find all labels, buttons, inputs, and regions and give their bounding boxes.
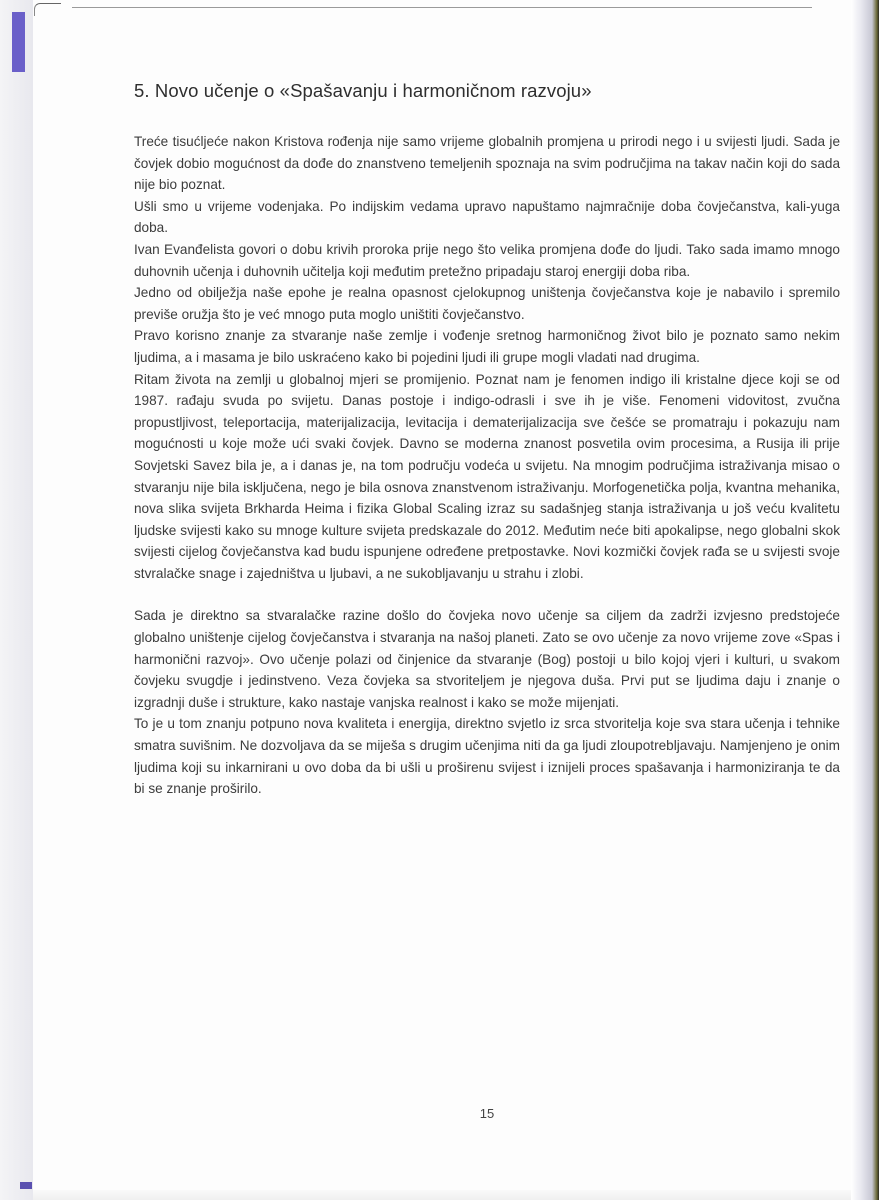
binder-tab-mark-bottom	[20, 1182, 32, 1189]
paragraph-8: To je u tom znanju potpuno nova kvaliteta i energija, direktno svjetlo iz srca stvoritelja koje sva stara učenja i tehnike smatra suvišnim. Ne dozvoljava da se miješa s drugim učenjima niti da ga ljudi zloupotrebljavaju. Namjenjeno je onim ljudima koji su inkarnirani u ovo doba da bi ušli u proširenu svijest i iznijeli proces spašavanja i harmoniziranja te da bi se znanje proširilo.	[134, 716, 840, 797]
binder-tab-mark	[12, 12, 25, 72]
paragraph-7: Sada je direktno sa stvaralačke razine došlo do čovjeka novo učenje sa ciljem da zadrži izvjesno predstojeće globalno uništenje cijelog čovječanstva i stvaranja na našoj planeti. Zato se ovo učenje za novo vrijeme zove «Spas i harmonični razvoj». Ovo učenje polazi od činjenice da stvaranje (Bog) postoji u bilo kojoj vjeri i kulturi, u svakom čovjeku svugdje i jedinstveno. Veza čovjeka sa stvoriteljem je njegova duša. Prvi put se ljudima daju i znanje o izgradnji duše i strukture, kako nastaje vanjska realnost i kako se može mijenjati.	[134, 608, 840, 710]
page-bottom-edge	[33, 1190, 851, 1200]
paragraph-5: Pravo korisno znanje za stvaranje naše zemlje i vođenje sretnog harmoničnog život bilo je poznato samo nekim ljudima, a i masama je bilo uskraćeno kako bi pojedini ljudi ili grupe mogli vladati nad drugima.	[134, 328, 840, 365]
section-title: 5. Novo učenje o «Spašavanju i harmoničnom razvoju»	[134, 80, 592, 101]
paragraph-3: Ivan Evanđelista govori o dobu krivih proroka prije nego što velika promjena dođe do ljudi. Tako sada imamo mnogo duhovnih učenja i duhovnih učitelja koji međutim pretežno pripadaju staroj energiji doba riba.	[134, 241, 840, 279]
paragraph-spacer	[134, 584, 840, 605]
paragraph-1: Treće tisućljeće nakon Kristova rođenja nije samo vrijeme globalnih promjena u prirodi nego i u svijesti ljudi. Sada je čovjek dobio mogućnost da dođe do znanstveno temeljenih spoznaja na svim područjima na takav način koji do sada nije bio poznat.	[134, 134, 840, 193]
scan-left-margin	[0, 0, 33, 1200]
page-corner-edge	[34, 3, 61, 16]
document-page	[134, 80, 840, 1121]
paragraph-4: Jedno od obilježja naše epohe je realna opasnost cjelokupnog uništenja čovječanstva koje je nabavilo i spremilo previše oružja što je već mnogo puta moglo uništiti čovječanstvo.	[134, 285, 840, 322]
paragraph-6: Ritam života na zemlji u globalnoj mjeri se promijenio. Poznat nam je fenomen indigo ili kristalne djece koji se od 1987. rađaju svuda po svijetu. Danas postoje i indigo-odrasli i sve ih je više. Fenomeni vidovitost, zvučna propustljivost, teleportacija, materijalizacija, levitacija i dematerijalizacija sve češće se promatraju i pokazuju nam mogućnosti u koje može ući svaki čovjek. Davno se moderna znanost posvetila ovim procesima, a Rusija ili prije Sovjetski Savez bila je, a i danas je, na tom području vodeća u svijetu. Na mnogim područjima istraživanja misao o stvaranju nije bila isključena, nego je bila osnova znanstvenom istraživanju. Morfogenetička polja, kvantna mehanika, nova slika svijeta Brkharda Heima i fizika Global Scaling izraz su sadašnjeg stanja istraživanja u još veću kvalitetu ljudske svijesti kako su mnoge kulture svijeta predskazale do 2012. Međutim neće biti apokalipse, nego globalni skok svijesti cijelog čovječanstva kad budu ispunjene određene pretpostavke. Novi kozmički čovjek rađa se u svijesti svoje stvralačke snage i zajedništva u ljubavi, a ne sukobljavanju u strahu i zlobi.	[134, 371, 840, 581]
page-number: 15	[479, 1106, 495, 1121]
page-top-edge	[72, 7, 812, 8]
paragraph-2: Ušli smo u vrijeme vodenjaka. Po indijskim vedama upravo napuštamo najmračnije doba čovječanstva, kali-yuga doba.	[134, 198, 840, 236]
scan-right-shadow	[851, 0, 879, 1200]
